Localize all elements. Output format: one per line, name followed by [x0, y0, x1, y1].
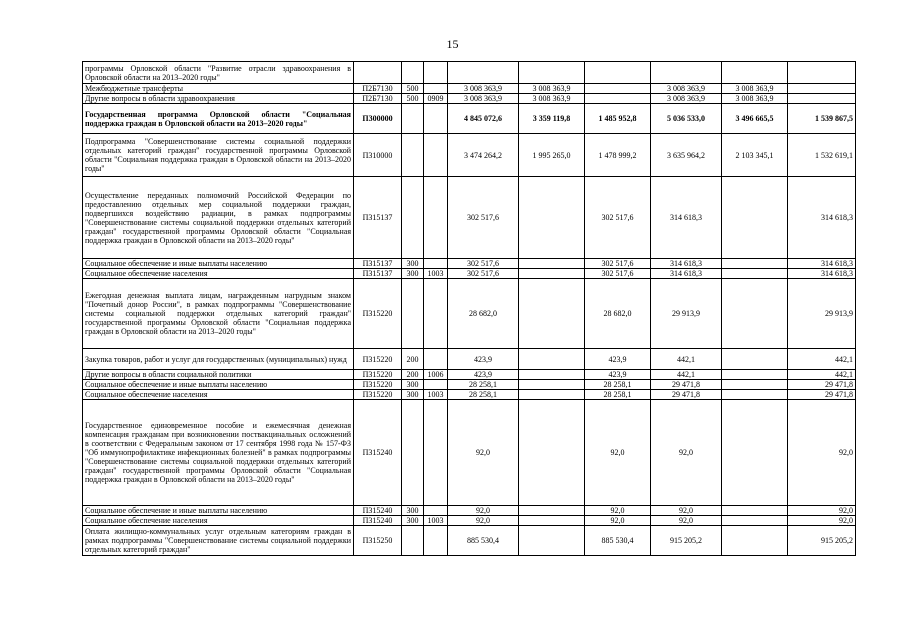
cell-c2: 1006 — [424, 370, 448, 380]
cell-v1: 3 008 363,9 — [448, 94, 519, 104]
cell-c2 — [424, 506, 448, 516]
cell-v4: 92,0 — [651, 506, 722, 516]
cell-c1: 300 — [402, 380, 424, 390]
cell-v3: 92,0 — [585, 506, 651, 516]
cell-v6: 29 471,8 — [788, 390, 856, 400]
cell-c2 — [424, 134, 448, 177]
cell-v6: 442,1 — [788, 349, 856, 370]
cell-name: Подпрограмма "Совершенствование системы социальной поддержки отдельных категорий граждан" государственной программы Орловской области "Социальная поддержка граждан в Орловской области на 2013–2020 годы" — [83, 134, 354, 177]
cell-c1 — [402, 279, 424, 349]
cell-v5: 3 496 665,5 — [722, 104, 788, 134]
cell-v2 — [519, 526, 585, 556]
cell-code: П310000 — [354, 134, 402, 177]
cell-v5 — [722, 177, 788, 259]
page-number: 15 — [446, 37, 459, 51]
cell-v3: 423,9 — [585, 370, 651, 380]
cell-v1: 885 530,4 — [448, 526, 519, 556]
cell-c2 — [424, 177, 448, 259]
cell-v4 — [651, 62, 722, 84]
cell-name: Социальное обеспечение населения — [83, 516, 354, 526]
cell-v1: 28 258,1 — [448, 380, 519, 390]
cell-v3: 885 530,4 — [585, 526, 651, 556]
table-row — [83, 370, 856, 380]
cell-v4: 29 471,8 — [651, 390, 722, 400]
budget-table — [82, 61, 856, 556]
table-row — [83, 104, 856, 134]
cell-c1: 300 — [402, 259, 424, 269]
cell-code: П315220 — [354, 370, 402, 380]
cell-v5 — [722, 526, 788, 556]
cell-name: Другие вопросы в области здравоохранения — [83, 94, 354, 104]
cell-name: Государственная программа Орловской области "Социальная поддержка граждан в Орловской области на 2013–2020 годы" — [83, 104, 354, 134]
cell-c1 — [402, 526, 424, 556]
cell-code: П315220 — [354, 349, 402, 370]
cell-v5 — [722, 370, 788, 380]
cell-v1: 302 517,6 — [448, 259, 519, 269]
cell-code: П315137 — [354, 177, 402, 259]
cell-code: П2Б7130 — [354, 84, 402, 94]
cell-v5 — [722, 506, 788, 516]
cell-v3: 1 478 999,2 — [585, 134, 651, 177]
cell-v5 — [722, 516, 788, 526]
cell-v4: 5 036 533,0 — [651, 104, 722, 134]
cell-c2 — [424, 400, 448, 506]
cell-c2 — [424, 380, 448, 390]
table-row — [83, 279, 856, 349]
cell-v5 — [722, 62, 788, 84]
table-row — [83, 380, 856, 390]
cell-v6: 29 913,9 — [788, 279, 856, 349]
cell-v4: 3 008 363,9 — [651, 84, 722, 94]
cell-v2: 3 008 363,9 — [519, 84, 585, 94]
cell-v4: 915 205,2 — [651, 526, 722, 556]
cell-v2 — [519, 390, 585, 400]
cell-c1: 500 — [402, 84, 424, 94]
cell-code: П315240 — [354, 400, 402, 506]
cell-v6: 29 471,8 — [788, 380, 856, 390]
cell-v4: 29 471,8 — [651, 380, 722, 390]
cell-v1: 28 682,0 — [448, 279, 519, 349]
cell-v6: 314 618,3 — [788, 259, 856, 269]
cell-c2 — [424, 349, 448, 370]
cell-v3: 28 682,0 — [585, 279, 651, 349]
cell-v6: 92,0 — [788, 400, 856, 506]
table-row — [83, 84, 856, 94]
cell-v3: 423,9 — [585, 349, 651, 370]
cell-c2 — [424, 84, 448, 94]
cell-v2 — [519, 400, 585, 506]
cell-v3 — [585, 94, 651, 104]
cell-v3: 92,0 — [585, 400, 651, 506]
cell-c1: 500 — [402, 94, 424, 104]
cell-v6 — [788, 62, 856, 84]
table-row — [83, 506, 856, 516]
cell-name: Межбюджетные трансферты — [83, 84, 354, 94]
cell-v6 — [788, 94, 856, 104]
cell-v5 — [722, 400, 788, 506]
cell-code: П315240 — [354, 516, 402, 526]
cell-v4: 442,1 — [651, 349, 722, 370]
cell-v2 — [519, 370, 585, 380]
cell-c2: 1003 — [424, 269, 448, 279]
cell-name: Социальное обеспечение и иные выплаты населению — [83, 506, 354, 516]
cell-name: Социальное обеспечение населения — [83, 390, 354, 400]
cell-code: П300000 — [354, 104, 402, 134]
cell-v6: 92,0 — [788, 516, 856, 526]
cell-v4: 442,1 — [651, 370, 722, 380]
table-row — [83, 349, 856, 370]
cell-v6: 314 618,3 — [788, 177, 856, 259]
table-row — [83, 390, 856, 400]
cell-c1: 300 — [402, 390, 424, 400]
cell-name: Социальное обеспечение и иные выплаты населению — [83, 259, 354, 269]
cell-v5: 2 103 345,1 — [722, 134, 788, 177]
cell-c1 — [402, 62, 424, 84]
cell-v3: 28 258,1 — [585, 390, 651, 400]
cell-name: Государственное единовременное пособие и ежемесячная денежная компенсация гражданам при возникновении поствакцинальных осложнений в соответствии с Федеральным законом от 17 сентября 1998 года № 157-ФЗ "Об иммунопрофилактике инфекционных болезней" в рамках подпрограммы "Совершенствование системы социальной поддержки отдельных категорий граждан" государственной программы Орловской области "Социальная поддержка граждан в Орловской области на 2013–2020 годы" — [83, 400, 354, 506]
cell-v6 — [788, 84, 856, 94]
cell-v3: 92,0 — [585, 516, 651, 526]
cell-v1: 92,0 — [448, 516, 519, 526]
table-row — [83, 134, 856, 177]
cell-v2 — [519, 279, 585, 349]
cell-c2 — [424, 259, 448, 269]
cell-v5 — [722, 279, 788, 349]
cell-v1: 92,0 — [448, 506, 519, 516]
table-row — [83, 62, 856, 84]
cell-v3: 1 485 952,8 — [585, 104, 651, 134]
cell-c2 — [424, 279, 448, 349]
cell-c1 — [402, 134, 424, 177]
cell-code — [354, 62, 402, 84]
cell-c1 — [402, 177, 424, 259]
cell-code: П315240 — [354, 506, 402, 516]
cell-code: П315220 — [354, 380, 402, 390]
cell-v6: 92,0 — [788, 506, 856, 516]
cell-name: Осуществление переданных полномочий Российской Федерации по предоставлению отдельных мер социальной поддержки граждан, подвергшихся воздействию радиации, в рамках подпрограммы "Совершенствование системы социальной поддержки отдельных категорий граждан" государственной программы Орловской области "Социальная поддержка граждан в Орловской области на 2013–2020 годы" — [83, 177, 354, 259]
cell-v2 — [519, 349, 585, 370]
cell-c1: 300 — [402, 506, 424, 516]
cell-c2 — [424, 526, 448, 556]
cell-v1: 3 008 363,9 — [448, 84, 519, 94]
cell-c2: 1003 — [424, 516, 448, 526]
cell-v6: 442,1 — [788, 370, 856, 380]
cell-c1: 200 — [402, 370, 424, 380]
cell-v2 — [519, 259, 585, 269]
cell-code: П2Б7130 — [354, 94, 402, 104]
cell-v3: 302 517,6 — [585, 177, 651, 259]
cell-v6: 1 532 619,1 — [788, 134, 856, 177]
cell-v2 — [519, 177, 585, 259]
table-row — [83, 259, 856, 269]
cell-v5 — [722, 259, 788, 269]
cell-v6: 915 205,2 — [788, 526, 856, 556]
cell-name: Социальное обеспечение населения — [83, 269, 354, 279]
cell-c2 — [424, 62, 448, 84]
cell-name: Закупка товаров, работ и услуг для государственных (муниципальных) нужд — [83, 349, 354, 370]
cell-v2 — [519, 269, 585, 279]
cell-c2: 0909 — [424, 94, 448, 104]
cell-c1: 200 — [402, 349, 424, 370]
cell-v4: 314 618,3 — [651, 259, 722, 269]
cell-c1 — [402, 400, 424, 506]
cell-v2 — [519, 506, 585, 516]
cell-v1: 3 474 264,2 — [448, 134, 519, 177]
table-row — [83, 269, 856, 279]
cell-v3 — [585, 62, 651, 84]
cell-c1 — [402, 104, 424, 134]
cell-v4: 314 618,3 — [651, 177, 722, 259]
cell-c1: 300 — [402, 516, 424, 526]
table-row — [83, 516, 856, 526]
cell-v2: 3 359 119,8 — [519, 104, 585, 134]
cell-v4: 92,0 — [651, 516, 722, 526]
table-row — [83, 177, 856, 259]
table-row — [83, 94, 856, 104]
cell-name: Другие вопросы в области социальной политики — [83, 370, 354, 380]
table-row — [83, 526, 856, 556]
cell-v1: 423,9 — [448, 349, 519, 370]
cell-v3: 302 517,6 — [585, 259, 651, 269]
cell-v6: 314 618,3 — [788, 269, 856, 279]
cell-code: П315137 — [354, 259, 402, 269]
cell-v2: 3 008 363,9 — [519, 94, 585, 104]
cell-v3 — [585, 84, 651, 94]
cell-v5: 3 008 363,9 — [722, 94, 788, 104]
cell-v3: 302 517,6 — [585, 269, 651, 279]
cell-v5: 3 008 363,9 — [722, 84, 788, 94]
cell-name: программы Орловской области "Развитие отрасли здравоохранения в Орловской области на 2013–2020 годы" — [83, 62, 354, 84]
cell-v5 — [722, 269, 788, 279]
cell-v1: 4 845 072,6 — [448, 104, 519, 134]
cell-v4: 3 635 964,2 — [651, 134, 722, 177]
cell-code: П315137 — [354, 269, 402, 279]
cell-v1: 28 258,1 — [448, 390, 519, 400]
cell-v1: 302 517,6 — [448, 177, 519, 259]
cell-code: П315220 — [354, 279, 402, 349]
cell-name: Оплата жилищно-коммунальных услуг отдельным категориям граждан в рамках подпрограммы "Совершенствование системы социальной поддержки отдельных категорий граждан" — [83, 526, 354, 556]
cell-v3: 28 258,1 — [585, 380, 651, 390]
cell-code: П315250 — [354, 526, 402, 556]
cell-v4: 29 913,9 — [651, 279, 722, 349]
cell-v2 — [519, 516, 585, 526]
cell-c2: 1003 — [424, 390, 448, 400]
cell-v1: 92,0 — [448, 400, 519, 506]
cell-v2 — [519, 62, 585, 84]
cell-v5 — [722, 349, 788, 370]
cell-v5 — [722, 380, 788, 390]
cell-code: П315220 — [354, 390, 402, 400]
cell-v4: 92,0 — [651, 400, 722, 506]
cell-name: Ежегодная денежная выплата лицам, награжденным нагрудным знаком "Почетный донор России", в рамках подпрограммы "Совершенствование системы социальной поддержки отдельных категорий граждан" государственной программы Орловской области "Социальная поддержка граждан в Орловской области на 2013–2020 годы" — [83, 279, 354, 349]
cell-v5 — [722, 390, 788, 400]
cell-v4: 3 008 363,9 — [651, 94, 722, 104]
cell-v2 — [519, 380, 585, 390]
cell-c2 — [424, 104, 448, 134]
cell-v2: 1 995 265,0 — [519, 134, 585, 177]
cell-v6: 1 539 867,5 — [788, 104, 856, 134]
table-row — [83, 400, 856, 506]
cell-v1 — [448, 62, 519, 84]
cell-v4: 314 618,3 — [651, 269, 722, 279]
cell-c1: 300 — [402, 269, 424, 279]
cell-v1: 302 517,6 — [448, 269, 519, 279]
cell-name: Социальное обеспечение и иные выплаты населению — [83, 380, 354, 390]
cell-v1: 423,9 — [448, 370, 519, 380]
